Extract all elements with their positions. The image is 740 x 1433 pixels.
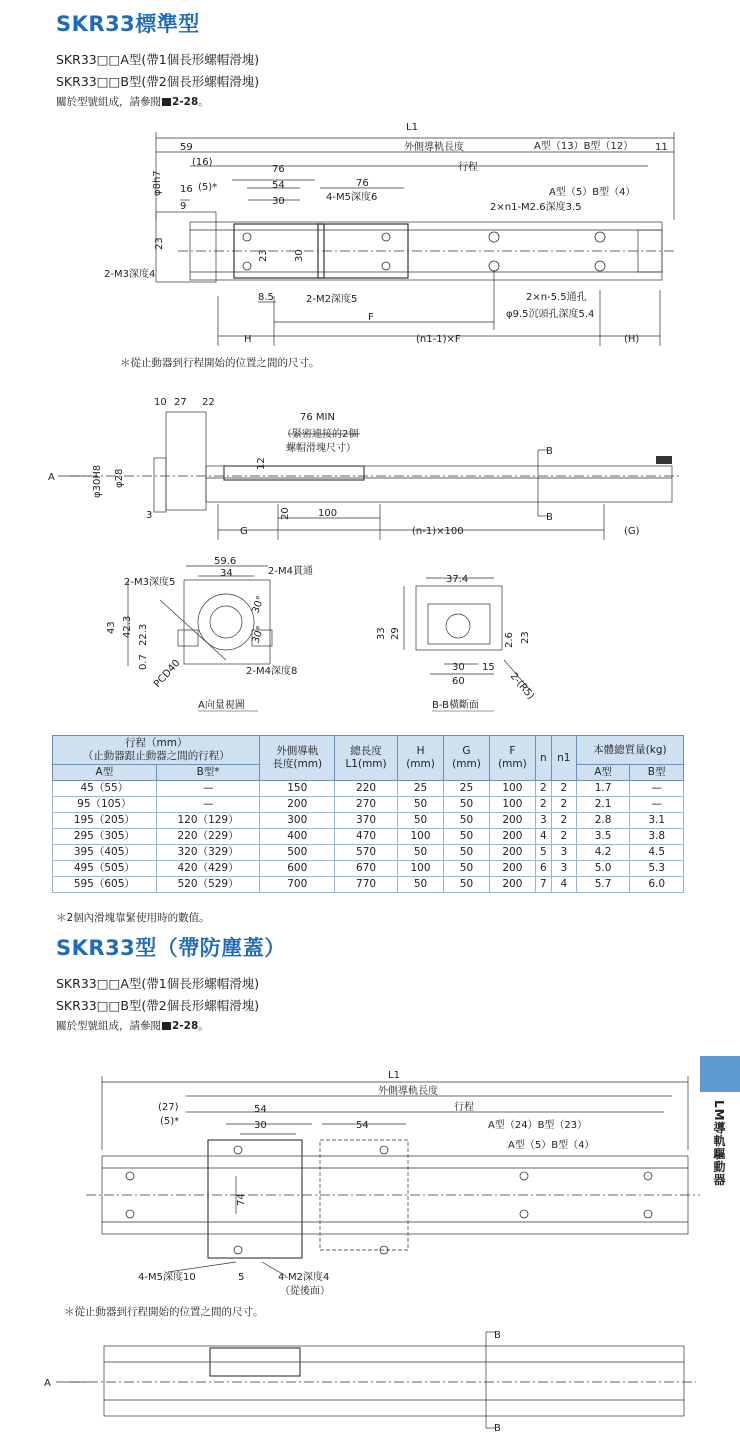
cell-l1: 570 [335,845,398,861]
cell-rail: 400 [260,829,335,845]
dim-stroke: 行程 [458,162,478,173]
dim-16: 16 [180,184,193,195]
cell-n: 6 [535,861,551,877]
table-row [53,797,684,813]
cell-b: 220（229） [156,829,260,845]
cell-mb: 3.1 [630,813,684,829]
cell-g: 50 [444,813,490,829]
spec-table [52,735,684,893]
dim-76min: 76 MIN [300,412,335,423]
cell-n1: 2 [551,781,576,797]
dim-30v: 30 [294,249,305,262]
stopper-note-2: ＊從止動器到行程開始的位置之間的尺寸。 [64,1306,264,1318]
header-g [444,736,490,781]
header-f-label: F [509,745,516,757]
dim-pcd40: PCD40 [152,657,183,691]
cell-mb: 4.5 [630,845,684,861]
dim-100: 100 [318,508,338,519]
header-n: n [535,736,551,781]
dim-tight-2: 螺帽滑塊尺寸） [286,443,356,454]
dim-l1: L1 [406,122,418,133]
cell-n1: 2 [551,797,576,813]
cell-ma: 3.5 [576,829,629,845]
cell-n: 2 [535,781,551,797]
header-h [398,736,444,781]
cell-h: 50 [398,813,444,829]
dim-counterbore: φ9.5沉頭孔深度5.4 [506,309,595,320]
dim-m26: 2×n1-M2.6深度3.5 [490,202,582,213]
dim-n100: (n-1)×100 [412,526,464,537]
spec-table-body [53,781,684,893]
dim-m4-8: 2-M4深度8 [246,666,298,677]
model-b-description-2: SKR33□□B型(帶2個長形螺帽滑塊) [56,998,260,1013]
cell-ma: 5.0 [576,861,629,877]
cell-g: 50 [444,877,490,893]
cell-rail: 150 [260,781,335,797]
cell-h: 25 [398,781,444,797]
cell-l1: 220 [335,781,398,797]
header-type-b: B型* [156,765,260,781]
dim-42-3: 42.3 [122,615,133,638]
cell-b: 420（429） [156,861,260,877]
book-icon [162,98,171,106]
dim-r5: 2-(R5) [507,670,537,702]
stopper-note: ＊從止動器到行程開始的位置之間的尺寸。 [120,357,320,369]
dim-5: (5)* [198,182,218,193]
dim-m5-10: 4-M5深度10 [138,1272,196,1283]
chapter-tab [700,1056,740,1092]
dim-37-4: 37.4 [446,574,469,585]
reference-page-link[interactable]: 2-28 [172,96,199,108]
dim-m2-4: 4-M2深度4 [278,1272,330,1283]
header-total-unit: L1(mm) [345,758,387,770]
dim-12: 12 [256,457,267,470]
cell-rail: 600 [260,861,335,877]
cell-n: 3 [535,813,551,829]
header-h-label: H [416,745,425,757]
cell-h: 50 [398,797,444,813]
view-mark-a: A [48,472,55,483]
header-total [335,736,398,781]
caption-bb-section: B-B橫斷面 [432,700,479,711]
dim-gp: (G) [624,526,640,537]
dim-76a: 76 [272,164,285,175]
cell-b: 520（529） [156,877,260,893]
table-note: ＊2個內滑塊靠緊使用時的數值。 [56,912,210,924]
dim-55: 2×n-5.5通孔 [526,292,587,303]
header-stroke [53,736,260,765]
book-icon [162,1022,171,1030]
caption-a-view: A向量視圖 [198,700,245,711]
cell-l1: 770 [335,877,398,893]
dim-29: 29 [390,627,401,640]
dim-m3-5: 2-M3深度5 [124,577,176,588]
header-total-label: 總長度 [350,745,382,757]
model-b-description: SKR33□□B型(帶2個長形螺帽滑塊) [56,74,260,89]
cell-n: 4 [535,829,551,845]
dim-8-5: 8.5 [258,292,274,303]
dim-11: 11 [655,142,668,153]
cell-f: 200 [489,845,535,861]
dim-ab5-2: A型（5）B型（4） [508,1140,595,1151]
header-rail-unit: 長度(mm) [272,758,323,770]
side-view-drawing [0,395,740,545]
cell-h: 50 [398,877,444,893]
dim-ab13: A型（13）B型（12） [534,141,634,152]
header-mass-a: A型 [576,765,629,781]
header-g-unit: (mm) [452,758,481,770]
dim-27: (27) [158,1102,179,1113]
dim-from-back: （從後面） [280,1286,330,1297]
dim-28: φ28 [114,468,125,488]
cell-l1: 370 [335,813,398,829]
dim-n1f: (n1-1)×F [416,334,461,345]
table-row [53,813,684,829]
dim-30: 30 [272,196,285,207]
cell-n1: 4 [551,877,576,893]
dim-5b: 5 [238,1272,245,1283]
model-a-description: SKR33□□A型(帶1個長形螺帽滑塊) [56,52,260,67]
cell-f: 200 [489,829,535,845]
dim-20: 20 [280,507,291,520]
cell-n1: 2 [551,829,576,845]
reference-text: 關於型號組成，請參閱 [56,96,161,108]
dim-43: 43 [106,621,117,634]
dim-54: 54 [272,180,285,191]
cell-b: — [156,797,260,813]
cell-g: 50 [444,829,490,845]
model-a-description-2: SKR33□□A型(帶1個長形螺帽滑塊) [56,976,260,991]
table-row [53,845,684,861]
dim-76b: 76 [356,178,369,189]
reference-text-2: 關於型號組成，請參閱 [56,1020,161,1032]
cover-top-view-drawing [0,1064,700,1300]
dim-5-star: (5)* [160,1116,180,1127]
dim-23b: 23 [520,631,531,644]
dim-f: F [368,312,374,323]
cell-mb: 5.3 [630,861,684,877]
dim-74: 74 [236,1193,247,1206]
dim-0-7: 0.7 [138,654,149,670]
header-n1: n1 [551,736,576,781]
cell-a: 595（605） [53,877,157,893]
header-g-label: G [462,745,471,757]
dim-30b: 30 [452,662,465,673]
dim-rail-length-2: 外側導軌長度 [378,1086,438,1097]
reference-suffix: 。 [198,96,209,108]
header-rail [260,736,335,781]
cell-mb: 6.0 [630,877,684,893]
cell-ma: 4.2 [576,845,629,861]
cell-f: 100 [489,797,535,813]
view-mark-a-2: A [44,1378,51,1389]
dim-tight-1: （緊密連接的2個 [282,429,359,440]
section-title-dust-cover: SKR33型（帶防塵蓋） [56,936,286,960]
header-stroke-label: 行程（mm） [124,737,188,749]
dim-3: 3 [146,510,153,521]
dim-15: 15 [482,662,495,673]
cell-g: 50 [444,861,490,877]
dim-m4-through: 2-M4貫通 [268,566,313,577]
section-mark-b-top-2: B [494,1330,501,1341]
cell-l1: 670 [335,861,398,877]
cell-f: 100 [489,781,535,797]
cell-b: — [156,781,260,797]
dim-54b: 54 [356,1120,369,1131]
cell-a: 45（55） [53,781,157,797]
model-reference-2 [56,1018,209,1033]
cell-n: 5 [535,845,551,861]
dim-m3: 2-M3深度4 [104,269,156,280]
dim-23: 23 [154,237,165,250]
dim-22: 22 [202,397,215,408]
cell-n1: 3 [551,861,576,877]
dim-angle-30b: 30° [250,624,267,646]
header-h-unit: (mm) [406,758,435,770]
cell-h: 100 [398,861,444,877]
dim-m5: 4-M5深度6 [326,192,378,203]
dim-16p: (16) [192,157,213,168]
reference-page-link-2[interactable]: 2-28 [172,1020,199,1032]
dim-27: 27 [174,397,187,408]
header-mass-b: B型 [630,765,684,781]
header-type-a: A型 [53,765,157,781]
table-row [53,877,684,893]
section-mark-b-top: B [546,446,553,457]
dim-23v: 23 [258,249,269,262]
cell-a: 95（105） [53,797,157,813]
dim-angle-30a: 30° [250,594,267,616]
cell-rail: 700 [260,877,335,893]
dim-stroke-2: 行程 [454,1102,474,1113]
section-mark-b-bottom-2: B [494,1423,501,1433]
dim-60: 60 [452,676,465,687]
cell-n1: 2 [551,813,576,829]
cell-n: 2 [535,797,551,813]
cell-b: 320（329） [156,845,260,861]
cover-side-view-drawing [0,1322,700,1433]
cell-g: 25 [444,781,490,797]
end-view-drawing [0,552,740,722]
cell-a: 195（205） [53,813,157,829]
cell-ma: 5.7 [576,877,629,893]
cell-n1: 3 [551,845,576,861]
table-row [53,781,684,797]
section-mark-b-bottom: B [546,512,553,523]
cell-ma: 2.1 [576,797,629,813]
dim-ab24: A型（24）B型（23） [488,1120,588,1131]
dim-59: 59 [180,142,193,153]
cell-f: 200 [489,813,535,829]
dim-30-2: 30 [254,1120,267,1131]
cell-g: 50 [444,845,490,861]
dim-8h7: φ8h7 [152,170,163,196]
header-f [489,736,535,781]
cell-rail: 300 [260,813,335,829]
model-reference [56,94,209,109]
cell-h: 100 [398,829,444,845]
dim-ab5: A型（5）B型（4） [549,187,636,198]
cell-mb: — [630,797,684,813]
cell-b: 120（129） [156,813,260,829]
dim-59-6: 59.6 [214,556,237,567]
cell-mb: 3.8 [630,829,684,845]
header-rail-label: 外側導軌 [276,745,319,757]
header-mass: 本體總質量(kg) [576,736,683,765]
dim-9: 9 [180,201,187,212]
cell-l1: 470 [335,829,398,845]
cell-f: 200 [489,877,535,893]
cell-ma: 1.7 [576,781,629,797]
dim-l1-2: L1 [388,1070,400,1081]
cell-g: 50 [444,797,490,813]
dim-22-3: 22.3 [138,623,149,646]
table-row [53,829,684,845]
chapter-label: LM導軌驅動器 [712,1100,726,1187]
dim-hp: (H) [624,334,640,345]
cell-a: 295（305） [53,829,157,845]
cell-rail: 200 [260,797,335,813]
dim-g: G [240,526,248,537]
header-f-unit: (mm) [498,758,527,770]
reference-suffix-2: 。 [198,1020,209,1032]
cell-h: 50 [398,845,444,861]
cell-n: 7 [535,877,551,893]
cell-mb: — [630,781,684,797]
cell-ma: 2.8 [576,813,629,829]
section-title-standard: SKR33標準型 [56,12,200,36]
dim-rail-length: 外側導軌長度 [404,142,464,153]
cell-a: 395（405） [53,845,157,861]
header-stroke-sub: （止動器跟止動器之間的行程） [82,750,230,762]
dim-33: 33 [376,627,387,640]
cell-a: 495（505） [53,861,157,877]
cell-rail: 500 [260,845,335,861]
cell-f: 200 [489,861,535,877]
cell-l1: 270 [335,797,398,813]
top-view-drawing [0,118,740,348]
table-row [53,861,684,877]
dim-h: H [244,334,252,345]
dim-m2: 2-M2深度5 [306,294,358,305]
dim-54a: 54 [254,1104,267,1115]
dim-30h8: φ30H8 [92,464,103,498]
dim-10: 10 [154,397,167,408]
dim-34: 34 [220,568,233,579]
dim-2-6: 2.6 [504,632,515,648]
